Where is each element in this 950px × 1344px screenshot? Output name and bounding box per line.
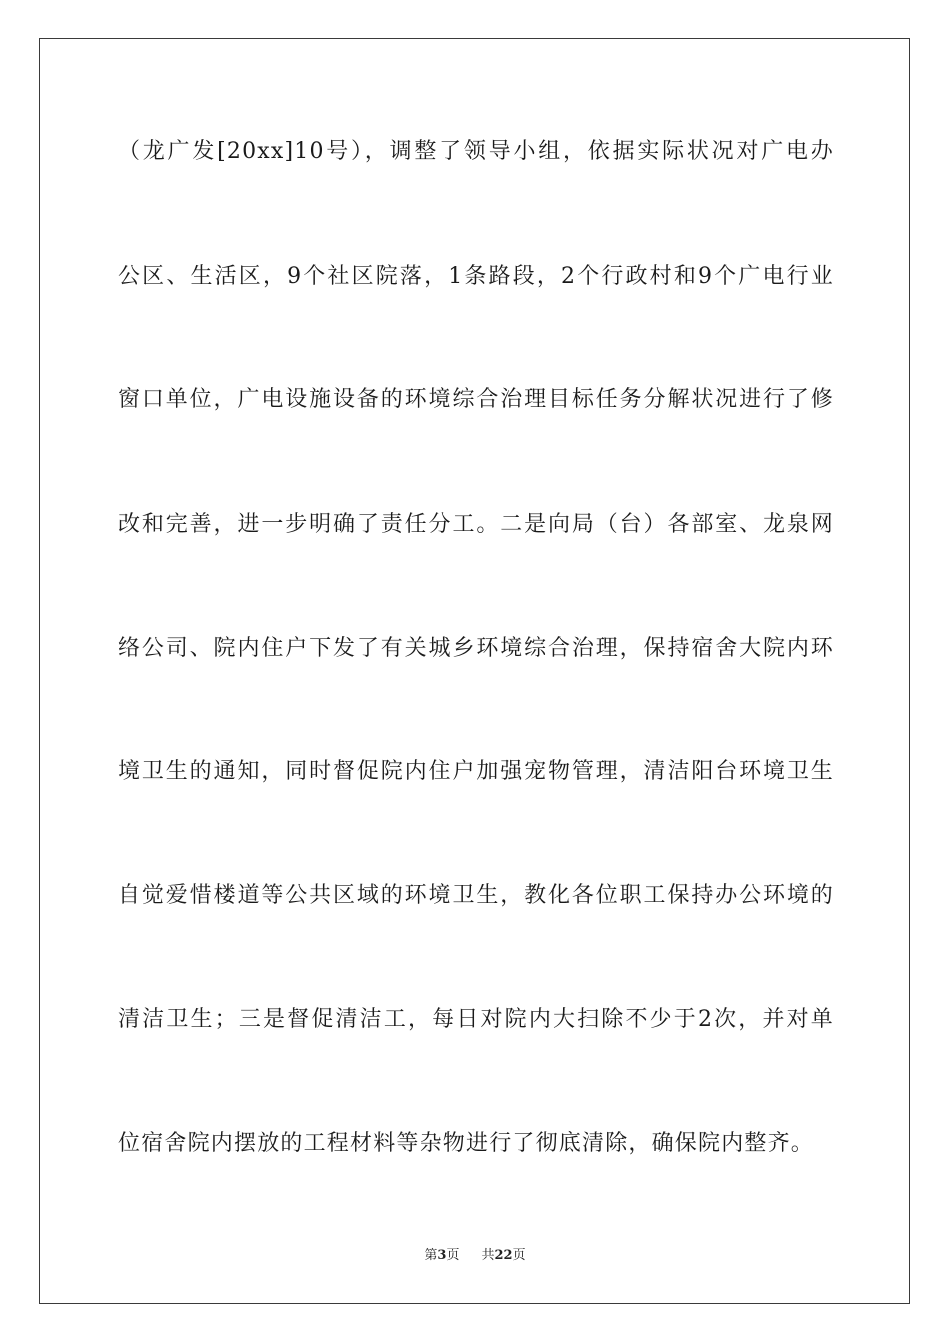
footer-total-prefix: 共: [481, 1248, 495, 1263]
body-text-line-1: （龙广发[20xx]10号），调整了领导小组，依据实际状况对广电办: [118, 139, 834, 164]
footer-page-suffix: 页: [446, 1248, 460, 1263]
body-text-line-5: 络公司、院内住户下发了有关城乡环境综合治理，保持宿舍大院内环: [118, 636, 834, 661]
footer-page-prefix: 第: [424, 1248, 438, 1263]
body-text-line-8: 清洁卫生；三是督促清洁工，每日对院内大扫除不少于2次，并对单: [118, 1007, 834, 1032]
footer-total-pages: 22: [494, 1248, 513, 1263]
body-text-line-6: 境卫生的通知，同时督促院内住户加强宠物管理，清洁阳台环境卫生: [118, 759, 834, 784]
body-text-line-7: 自觉爱惜楼道等公共区域的环境卫生，教化各位职工保持办公环境的: [118, 883, 834, 908]
body-text-line-2: 公区、生活区，9个社区院落，1条路段，2个行政村和9个广电行业: [118, 264, 834, 289]
page-border: [39, 38, 910, 1304]
page-footer: [0, 1247, 950, 1265]
body-text-line-9: 位宿舍院内摆放的工程材料等杂物进行了彻底清除，确保院内整齐。: [118, 1131, 815, 1156]
body-text-line-3: 窗口单位，广电设施设备的环境综合治理目标任务分解状况进行了修: [118, 387, 834, 412]
footer-total-suffix: 页: [512, 1248, 526, 1263]
body-text-line-4: 改和完善，进一步明确了责任分工。二是向局（台）各部室、龙泉网: [118, 512, 834, 537]
footer-page-number: 3: [437, 1248, 447, 1263]
